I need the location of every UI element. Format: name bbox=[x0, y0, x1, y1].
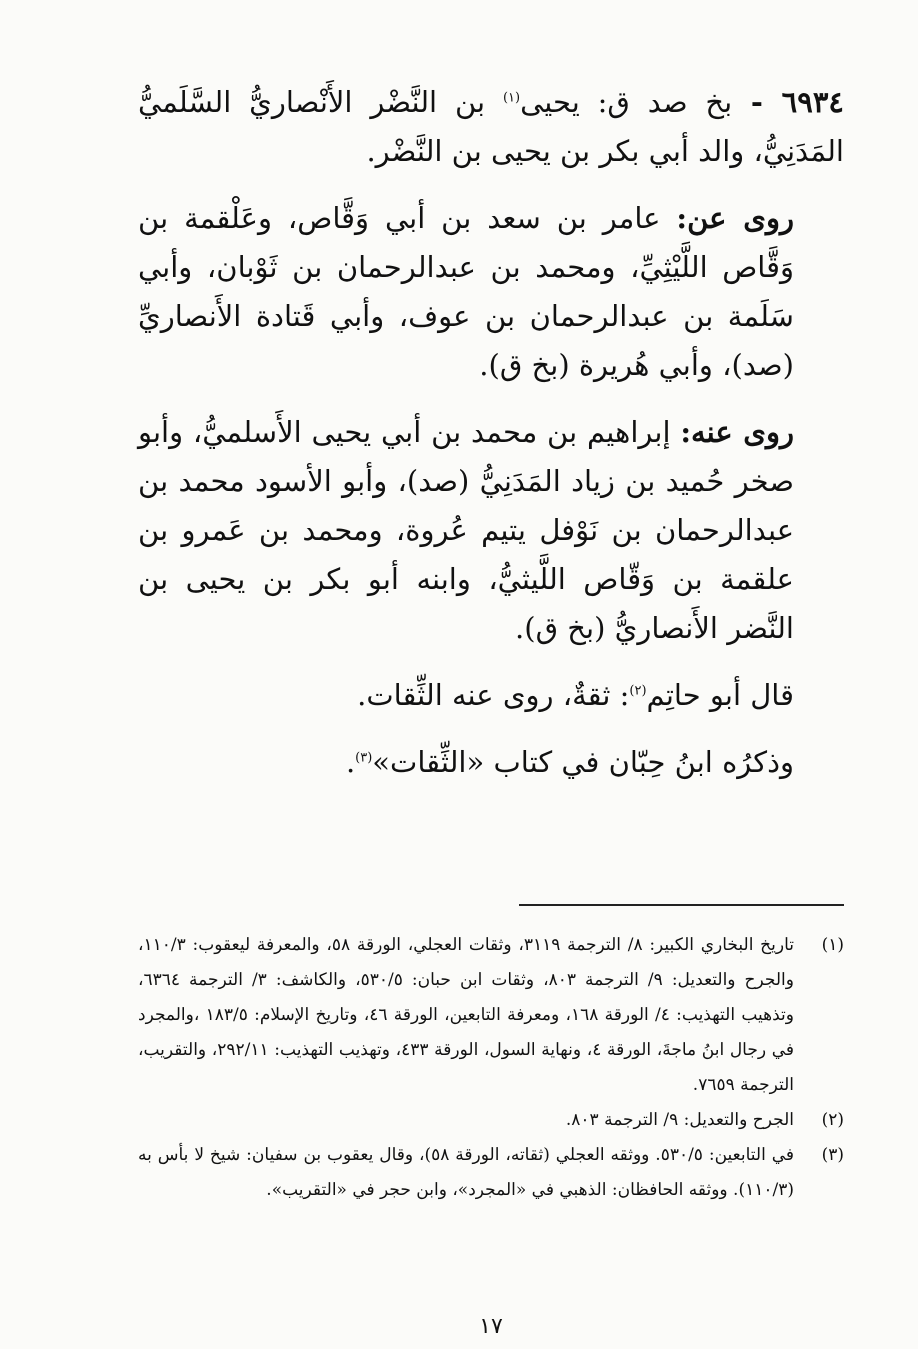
footnote-marker-2: (٢) bbox=[629, 683, 647, 699]
footnotes bbox=[138, 928, 844, 1208]
entry-name: يحيى bbox=[520, 85, 598, 119]
footnote-text: في التابعين: ٥٣٠/٥. ووثقه العجلي (ثقاته، الورقة ٥٨)، وقال يعقوب بن سفيان: شيخ لا بأس به (١١٠/٣). ووثقه الحافظان: الذهبي في «المجرد»، وابن حجر في «التقريب». bbox=[138, 1145, 795, 1200]
assessment-2-tail: . bbox=[345, 745, 356, 779]
assessment-ibn-hibban bbox=[138, 738, 844, 787]
teachers-text: عامر بن سعد بن أبي وَقَّاص، وعَلْقمة بن وَقَّاص اللَّيْثِيِّ، ومحمد بن عبدالرحمان بن ثَوْبان، وأبي سَلَمة بن عبدالرحمان بن عوف، وأبي قَتادة الأَنصاريِّ (صد)، وأبي هُريرة (بخ ق). bbox=[138, 201, 794, 382]
assessment-2-text: وذكرُه ابنُ حِبّان في كتاب «الثِّقات» bbox=[372, 745, 794, 779]
footnote-number: (٢) bbox=[821, 1110, 844, 1130]
entry-number: ٦٩٣٤ bbox=[781, 85, 844, 119]
footnote-text: الجرح والتعديل: ٩/ الترجمة ٨٠٣. bbox=[565, 1110, 794, 1130]
footnote-number: (٣) bbox=[821, 1145, 844, 1165]
footnote-separator bbox=[519, 904, 844, 906]
students-text: إبراهيم بن محمد بن أبي يحيى الأَسلميُّ، وأبو صخر حُميد بن زياد المَدَنِيُّ (صد)، وأبو الأسود محمد بن عبدالرحمان بن نَوْفل يتيم عُروة، ومحمد بن عَمرو بن علقمة بن وَقّاص اللَّيثيُّ، وابنه أبو بكر بن يحيى بن النَّضر الأَنصاريُّ (بخ ق). bbox=[138, 415, 794, 645]
page-number: ١٧ bbox=[479, 1314, 503, 1339]
entry-dash: - bbox=[732, 85, 782, 119]
teachers-paragraph bbox=[138, 194, 844, 390]
students-label: روى عنه: bbox=[680, 415, 794, 449]
page-body bbox=[138, 78, 844, 1339]
footnote-marker-3: (٣) bbox=[355, 750, 373, 766]
main-text bbox=[138, 78, 844, 787]
teachers-label: روى عن: bbox=[676, 201, 794, 235]
footnote bbox=[138, 928, 844, 1103]
assessment-1-text: قال أبو حاتِم bbox=[646, 678, 794, 712]
footnote bbox=[138, 1103, 844, 1138]
footnote-number: (١) bbox=[821, 935, 844, 955]
assessment-abu-hatim bbox=[138, 671, 844, 720]
students-paragraph bbox=[138, 408, 844, 653]
assessment-1-tail: : ثقةٌ، روى عنه الثِّقات. bbox=[357, 678, 630, 712]
entry-heading bbox=[138, 78, 844, 176]
entry-name-rest: بن النَّضْر الأَنْصاريُّ السَّلَميُّ المَدَنِيُّ، والد أبي بكر بن يحيى بن النَّضْر. bbox=[138, 85, 844, 168]
footnote-text: تاريخ البخاري الكبير: ٨/ الترجمة ٣١١٩، وثقات العجلي، الورقة ٥٨، والمعرفة ليعقوب: ١١٠/٣، والجرح والتعديل: ٩/ الترجمة ٨٠٣، وثقات ابن حبان: ٥٣٠/٥، والكاشف: ٣/ الترجمة ٦٣٦٤، وتذهيب التهذيب: ٤/ الورقة ١٦٨، ومعرفة التابعين، الورقة ٤٦، وتاريخ الإسلام: ١٨٣/٥ ،والمجرد في رجال ابنُ ماجةَ، الورقة ٤، ونهاية السول، الورقة ٤٣٣، وتهذيب التهذيب: ٢٩٢/١١، والتقريب، الترجمة ٧٦٥٩. bbox=[138, 935, 794, 1095]
footnote-marker-1: (١) bbox=[502, 90, 521, 106]
footnote bbox=[138, 1138, 844, 1208]
entry-symbols: بخ صد ق: bbox=[597, 85, 733, 119]
